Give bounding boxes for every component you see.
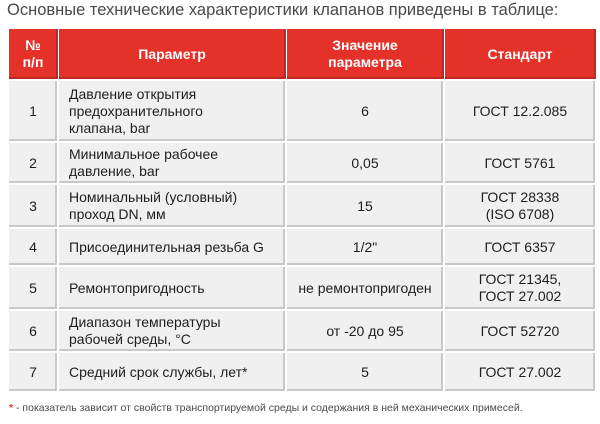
- header-parameter: Параметр: [58, 29, 286, 81]
- row-value: 0,05: [286, 142, 444, 184]
- table-row: [8, 142, 596, 184]
- row-parameter: Давление открытия предохранительного клапана, bar: [58, 80, 286, 142]
- footnote: [9, 402, 523, 415]
- table-row: [8, 352, 596, 392]
- row-value: от -20 до 95: [286, 310, 444, 352]
- table-row: [8, 310, 596, 352]
- row-value: не ремонтопригоден: [286, 266, 444, 310]
- table-row: [8, 266, 596, 310]
- row-standard: ГОСТ 5761: [444, 142, 596, 184]
- row-parameter: Присоединительная резьба G: [58, 228, 286, 266]
- row-number: 6: [8, 310, 58, 352]
- row-standard: ГОСТ 28338 (ISO 6708): [444, 184, 596, 228]
- table-row: [8, 184, 596, 228]
- table-row: [8, 228, 596, 266]
- row-number: 4: [8, 228, 58, 266]
- row-number: 2: [8, 142, 58, 184]
- row-parameter: Средний срок службы, лет*: [58, 352, 286, 392]
- footnote-marker: *: [9, 402, 14, 414]
- row-value: 15: [286, 184, 444, 228]
- header-number: № п/п: [8, 29, 58, 81]
- table-row: [8, 80, 596, 142]
- row-value: 6: [286, 80, 444, 142]
- header-standard: Стандарт: [444, 29, 596, 81]
- row-standard: ГОСТ 27.002: [444, 352, 596, 392]
- row-parameter: Диапазон температуры рабочей среды, °С: [58, 310, 286, 352]
- row-standard: ГОСТ 52720: [444, 310, 596, 352]
- footnote-text: - показатель зависит от свойств транспортируемой среды и содержания в ней механических примесей.: [13, 402, 523, 414]
- row-parameter: Минимальное рабочее давление, bar: [58, 142, 286, 184]
- header-value: Значение параметра: [286, 29, 444, 81]
- page-heading: Основные технические характеристики клапанов приведены в таблице:: [7, 1, 559, 19]
- row-number: 5: [8, 266, 58, 310]
- row-standard: ГОСТ 21345, ГОСТ 27.002: [444, 266, 596, 310]
- specifications-table: [7, 28, 597, 393]
- row-number: 7: [8, 352, 58, 392]
- row-standard: ГОСТ 12.2.085: [444, 80, 596, 142]
- row-value: 1/2": [286, 228, 444, 266]
- row-value: 5: [286, 352, 444, 392]
- row-parameter: Номинальный (условный) проход DN, мм: [58, 184, 286, 228]
- row-number: 3: [8, 184, 58, 228]
- table-header-row: [8, 29, 596, 81]
- row-parameter: Ремонтопригодность: [58, 266, 286, 310]
- row-standard: ГОСТ 6357: [444, 228, 596, 266]
- row-number: 1: [8, 80, 58, 142]
